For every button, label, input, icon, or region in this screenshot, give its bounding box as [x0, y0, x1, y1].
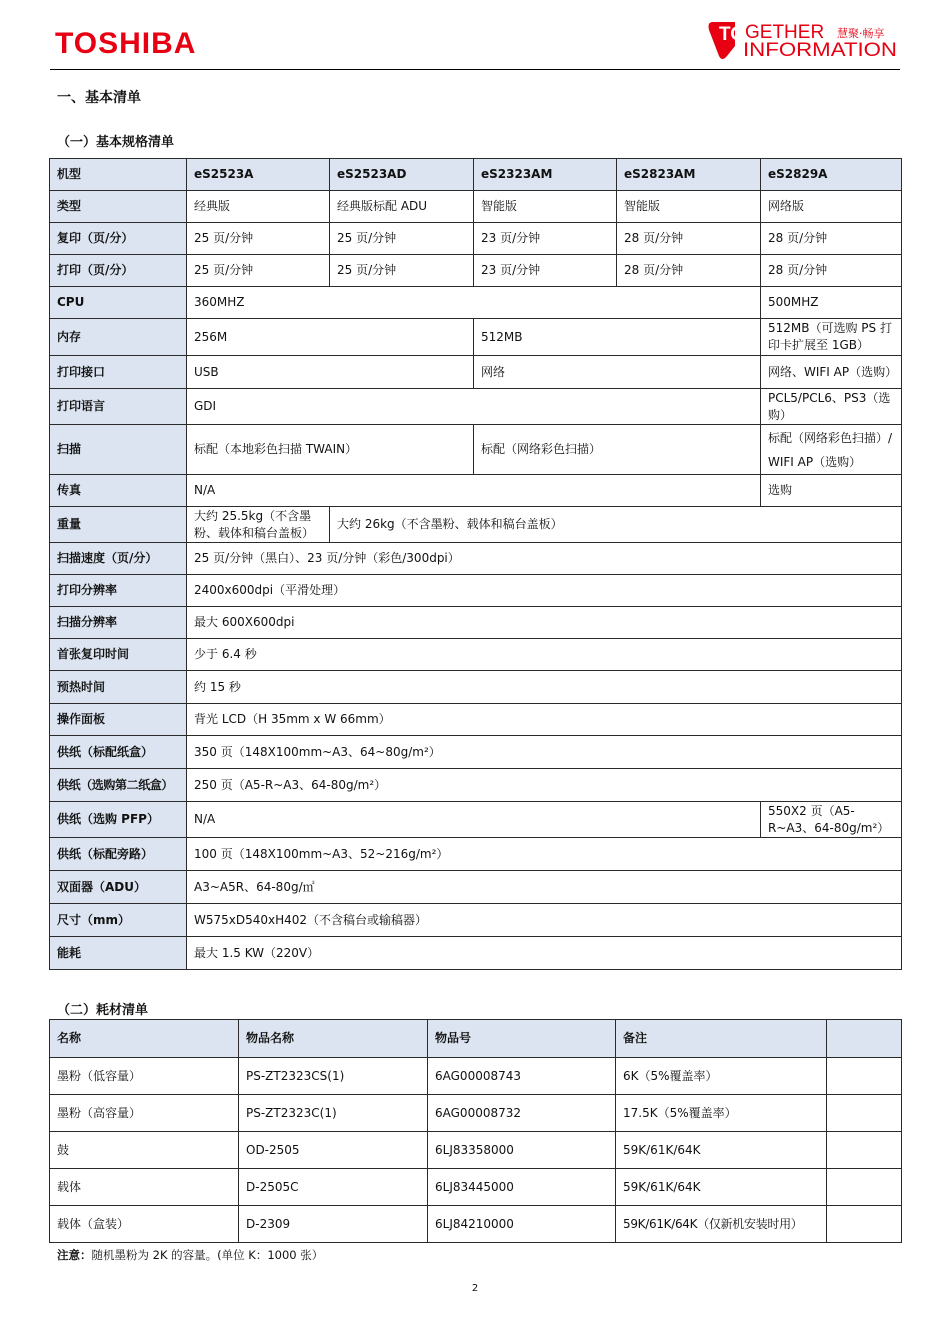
- weight-row: [50, 507, 902, 543]
- model-cell: eS2323AM: [474, 159, 617, 191]
- copy-label: 复印（页/分）: [50, 223, 187, 255]
- copy-cell: 28 页/分钟: [617, 223, 761, 255]
- language-label: 打印语言: [50, 389, 187, 425]
- scan-value: 标配（网络彩色扫描）: [474, 425, 761, 475]
- spec-table-title: （一）基本规格清单: [57, 135, 175, 150]
- consumables-title: （二）耗材清单: [57, 1003, 149, 1018]
- slogan-line2: INFORMATION: [743, 40, 897, 61]
- spec-value: 约 15 秒: [187, 671, 902, 704]
- fax-row: [50, 475, 902, 507]
- extra: [827, 1058, 902, 1095]
- memory-value: 512MB: [474, 319, 761, 356]
- spec-value: 最大 1.5 KW（220V）: [187, 937, 902, 970]
- item-name: 墨粉（高容量）: [50, 1095, 239, 1132]
- table-row: [50, 1132, 902, 1169]
- item-name: 载体: [50, 1169, 239, 1206]
- item-name: 墨粉（低容量）: [50, 1058, 239, 1095]
- spec-row: [50, 575, 902, 607]
- spec-label: 扫描分辨率: [50, 607, 187, 639]
- extra: [827, 1206, 902, 1243]
- type-cell: 智能版: [474, 191, 617, 223]
- header-divider: [50, 69, 900, 70]
- spec-row: [50, 838, 902, 871]
- model-cell: eS2829A: [761, 159, 902, 191]
- type-label: 类型: [50, 191, 187, 223]
- extra: [827, 1169, 902, 1206]
- page-number: 2: [471, 1283, 479, 1294]
- part-number: 6LJ83445000: [428, 1169, 616, 1206]
- extra: [827, 1132, 902, 1169]
- footnote: [57, 1247, 323, 1263]
- spec-row: [50, 736, 902, 769]
- column-header: 物品号: [428, 1020, 616, 1058]
- item-name: 载体（盒装）: [50, 1206, 239, 1243]
- spec-label: 双面器（ADU）: [50, 871, 187, 904]
- table-row: [50, 1058, 902, 1095]
- scan-value: 标配（本地彩色扫描 TWAIN）: [187, 425, 474, 475]
- spec-label: 供纸（标配纸盒）: [50, 736, 187, 769]
- spec-value: 250 页（A5-R~A3、64-80g/m²）: [187, 769, 902, 802]
- spec-value: 100 页（148X100mm~A3、52~216g/m²）: [187, 838, 902, 871]
- spec-value: A3~A5R、64-80g/㎡: [187, 871, 902, 904]
- spec-value: W575xD540xH402（不含稿台或输稿器）: [187, 904, 902, 937]
- spec-value: 最大 600X600dpi: [187, 607, 902, 639]
- weight-label: 重量: [50, 507, 187, 543]
- spec-value: 25 页/分钟（黑白）、23 页/分钟（彩色/300dpi）: [187, 543, 902, 575]
- spec-row: [50, 639, 902, 671]
- column-header: 物品名称: [239, 1020, 428, 1058]
- product-name: OD-2505: [239, 1132, 428, 1169]
- product-name: D-2505C: [239, 1169, 428, 1206]
- model-cell: eS2823AM: [617, 159, 761, 191]
- consumables-header-row: [50, 1020, 902, 1058]
- model-cell: eS2523A: [187, 159, 330, 191]
- item-name: 鼓: [50, 1132, 239, 1169]
- print-label: 打印（页/分）: [50, 255, 187, 287]
- spec-value: 350 页（148X100mm~A3、64~80g/m²）: [187, 736, 902, 769]
- spec-row: [50, 704, 902, 736]
- product-name: D-2309: [239, 1206, 428, 1243]
- memory-value: 512MB（可选购 PS 打印卡扩展至 1GB）: [761, 319, 902, 356]
- spec-label: 能耗: [50, 937, 187, 970]
- remark: 59K/61K/64K（仅新机安装时用）: [616, 1206, 827, 1243]
- product-name: PS-ZT2323CS(1): [239, 1058, 428, 1095]
- pfp-value: 550X2 页（A5-R~A3、64-80g/m²）: [761, 802, 902, 838]
- pfp-row: [50, 802, 902, 838]
- together-information-logo: [705, 16, 900, 64]
- type-cell: 经典版: [187, 191, 330, 223]
- fax-value: N/A: [187, 475, 761, 507]
- type-cell: 网络版: [761, 191, 902, 223]
- slogan-prefix: TO: [719, 24, 746, 45]
- extra: [827, 1095, 902, 1132]
- interface-label: 打印接口: [50, 356, 187, 389]
- type-cell: 智能版: [617, 191, 761, 223]
- section1-title: 一、基本清单: [57, 90, 141, 106]
- interface-value: 网络: [474, 356, 761, 389]
- spec-label: 扫描速度（页/分）: [50, 543, 187, 575]
- spec-label: 尺寸（mm）: [50, 904, 187, 937]
- slogan-line1: GETHER: [745, 22, 825, 43]
- memory-value: 256M: [187, 319, 474, 356]
- print-cell: 28 页/分钟: [617, 255, 761, 287]
- table-row: [50, 1206, 902, 1243]
- spec-value: 少于 6.4 秒: [187, 639, 902, 671]
- type-row: [50, 191, 902, 223]
- cpu-value: 500MHZ: [761, 287, 902, 319]
- language-value: PCL5/PCL6、PS3（选购）: [761, 389, 902, 425]
- scan-row: [50, 425, 902, 475]
- column-header: [827, 1020, 902, 1058]
- copy-speed-row: [50, 223, 902, 255]
- spec-label: 操作面板: [50, 704, 187, 736]
- copy-cell: 25 页/分钟: [330, 223, 474, 255]
- model-cell: eS2523AD: [330, 159, 474, 191]
- copy-cell: 28 页/分钟: [761, 223, 902, 255]
- remark: 6K（5%覆盖率）: [616, 1058, 827, 1095]
- language-row: [50, 389, 902, 425]
- spec-table: [49, 158, 902, 970]
- remark: 59K/61K/64K: [616, 1169, 827, 1206]
- spec-row: [50, 671, 902, 704]
- print-cell: 25 页/分钟: [330, 255, 474, 287]
- print-cell: 23 页/分钟: [474, 255, 617, 287]
- language-value: GDI: [187, 389, 761, 425]
- print-cell: 25 页/分钟: [187, 255, 330, 287]
- cpu-label: CPU: [50, 287, 187, 319]
- cpu-row: [50, 287, 902, 319]
- spec-row: [50, 904, 902, 937]
- pfp-label: 供纸（选购 PFP）: [50, 802, 187, 838]
- spec-row: [50, 937, 902, 970]
- product-name: PS-ZT2323C(1): [239, 1095, 428, 1132]
- copy-cell: 25 页/分钟: [187, 223, 330, 255]
- weight-value: 大约 25.5kg（不含墨粉、载体和稿台盖板）: [187, 507, 330, 543]
- remark: 17.5K（5%覆盖率）: [616, 1095, 827, 1132]
- interface-row: [50, 356, 902, 389]
- spec-value: 背光 LCD（H 35mm x W 66mm）: [187, 704, 902, 736]
- consumables-table: [49, 1019, 902, 1243]
- copy-cell: 23 页/分钟: [474, 223, 617, 255]
- type-cell: 经典版标配 ADU: [330, 191, 474, 223]
- model-label: 机型: [50, 159, 187, 191]
- table-row: [50, 1095, 902, 1132]
- note-text: 随机墨粉为 2K 的容量。(单位 K：1000 张）: [91, 1248, 324, 1262]
- spec-row: [50, 543, 902, 575]
- spec-value: 2400x600dpi（平滑处理）: [187, 575, 902, 607]
- remark: 59K/61K/64K: [616, 1132, 827, 1169]
- memory-label: 内存: [50, 319, 187, 356]
- spec-row: [50, 871, 902, 904]
- slogan-cn: 慧聚·畅享: [837, 27, 885, 40]
- pfp-value: N/A: [187, 802, 761, 838]
- interface-value: USB: [187, 356, 474, 389]
- print-speed-row: [50, 255, 902, 287]
- spec-label: 首张复印时间: [50, 639, 187, 671]
- fax-label: 传真: [50, 475, 187, 507]
- scan-label: 扫描: [50, 425, 187, 475]
- part-number: 6LJ84210000: [428, 1206, 616, 1243]
- print-cell: 28 页/分钟: [761, 255, 902, 287]
- cpu-value: 360MHZ: [187, 287, 761, 319]
- spec-label: 供纸（标配旁路）: [50, 838, 187, 871]
- interface-value: 网络、WIFI AP（选购）: [761, 356, 902, 389]
- scan-value: 标配（网络彩色扫描）/ WIFI AP（选购）: [761, 425, 902, 475]
- column-header: 备注: [616, 1020, 827, 1058]
- spec-row: [50, 607, 902, 639]
- part-number: 6LJ83358000: [428, 1132, 616, 1169]
- spec-label: 预热时间: [50, 671, 187, 704]
- fax-value: 选购: [761, 475, 902, 507]
- spec-row: [50, 769, 902, 802]
- model-row: [50, 159, 902, 191]
- toshiba-logo: TOSHIBA: [55, 27, 197, 60]
- weight-value: 大约 26kg（不含墨粉、载体和稿台盖板）: [330, 507, 902, 543]
- spec-label: 打印分辨率: [50, 575, 187, 607]
- part-number: 6AG00008743: [428, 1058, 616, 1095]
- spec-label: 供纸（选购第二纸盒）: [50, 769, 187, 802]
- table-row: [50, 1169, 902, 1206]
- part-number: 6AG00008732: [428, 1095, 616, 1132]
- note-label: 注意：: [57, 1248, 92, 1262]
- memory-row: [50, 319, 902, 356]
- column-header: 名称: [50, 1020, 239, 1058]
